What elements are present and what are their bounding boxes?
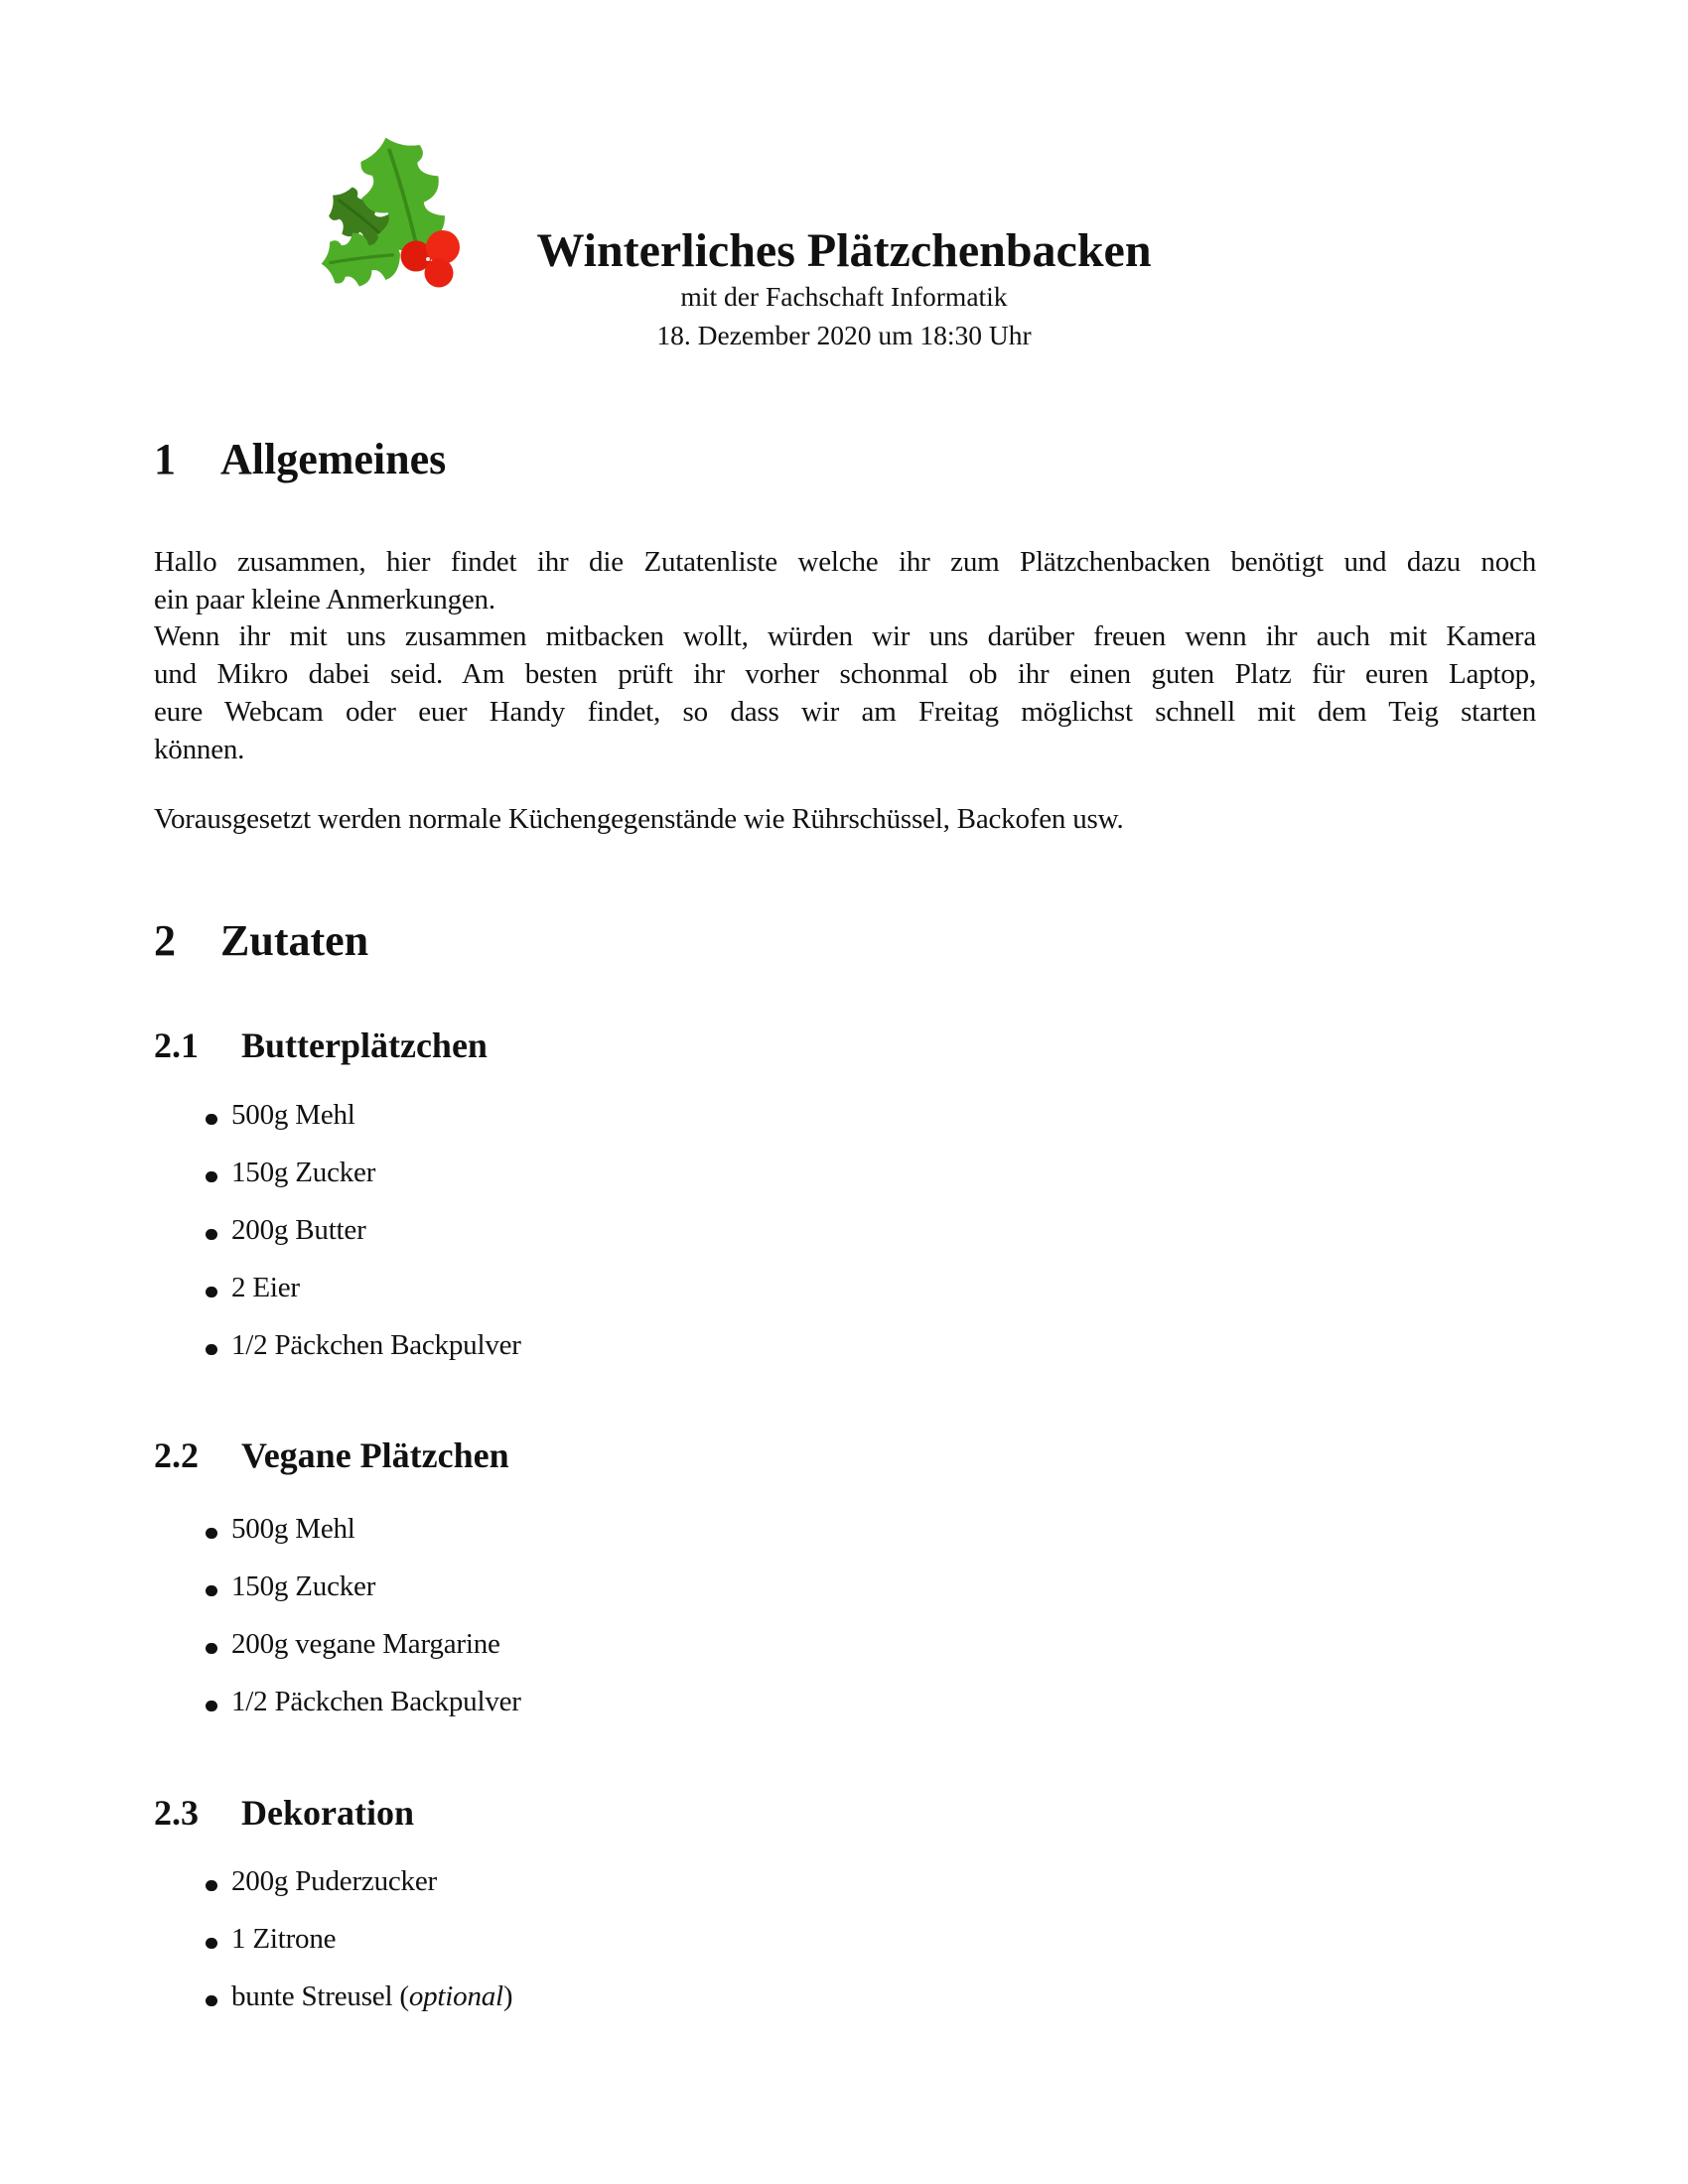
- document-subtitle: mit der Fachschaft Informatik: [680, 281, 1008, 312]
- ingredient-list-vegane-plaetzchen: [154, 1511, 1536, 1741]
- list-item-text: 2 Eier: [231, 1272, 300, 1303]
- bullet-marker: [206, 1880, 217, 1892]
- paragraph-line: Vorausgesetzt werden normale Küchengegenstände wie Rührschüssel, Backofen usw.: [154, 803, 1124, 835]
- paragraph-line: eure Webcam oder euer Handy findet, so dass wir am Freitag möglichst schnell mit dem Teig starten: [154, 695, 1536, 728]
- bullet-marker: [206, 1287, 217, 1298]
- list-item-text: 1 Zitrone: [231, 1923, 337, 1955]
- document-subhead: [0, 277, 1688, 354]
- list-item-text: 500g Mehl: [231, 1099, 355, 1131]
- document-title: Winterliches Plätzchenbacken: [536, 224, 1152, 277]
- bullet-marker: [206, 1643, 217, 1655]
- list-item-text: 150g Zucker: [231, 1570, 376, 1602]
- subsection-title: Vegane Plätzchen: [241, 1435, 509, 1475]
- subsection-title: Dekoration: [241, 1793, 414, 1833]
- list-item: [154, 1569, 1536, 1606]
- list-item: [154, 1979, 1536, 2016]
- list-item-text: bunte Streusel (optional): [231, 1980, 513, 2012]
- document-datetime: 18. Dezember 2020 um 18:30 Uhr: [656, 320, 1032, 350]
- bullet-marker: [206, 1938, 217, 1950]
- list-item: [154, 1327, 1536, 1365]
- list-item-text: 150g Zucker: [231, 1157, 376, 1188]
- optional-emphasis: optional: [408, 1980, 503, 2012]
- paragraph-line: Hallo zusammen, hier findet ihr die Zutatenliste welche ihr zum Plätzchenbacken benötigt und dazu noch: [154, 546, 1536, 578]
- section-heading-zutaten: [154, 916, 369, 965]
- list-item-text: 1/2 Päckchen Backpulver: [231, 1686, 521, 1717]
- bullet-marker: [206, 1995, 217, 2007]
- subsection-number: 2.1: [154, 1025, 199, 1065]
- list-item: [154, 1684, 1536, 1721]
- list-item: [154, 1155, 1536, 1192]
- list-item-text: 500g Mehl: [231, 1513, 355, 1545]
- bullet-marker: [206, 1528, 217, 1540]
- ingredient-list-dekoration: [154, 1863, 1536, 2036]
- list-item: [154, 1863, 1536, 1901]
- list-item: [154, 1921, 1536, 1959]
- list-item: [154, 1097, 1536, 1135]
- paragraph-line: ein paar kleine Anmerkungen.: [154, 583, 495, 615]
- list-item: [154, 1511, 1536, 1549]
- subsection-heading-vegane-plaetzchen: [154, 1437, 509, 1473]
- bullet-marker: [206, 1344, 217, 1356]
- bullet-marker: [206, 1229, 217, 1241]
- paragraph-intro: [154, 544, 1536, 768]
- subsection-heading-dekoration: [154, 1795, 414, 1831]
- bullet-marker: [206, 1585, 217, 1597]
- section-number: 1: [154, 435, 176, 483]
- bullet-marker: [206, 1114, 217, 1126]
- list-item: [154, 1270, 1536, 1307]
- list-item: [154, 1212, 1536, 1250]
- list-item-text: 200g Puderzucker: [231, 1865, 437, 1897]
- section-title: Allgemeines: [220, 435, 447, 483]
- paragraph-line: können.: [154, 733, 245, 765]
- subsection-number: 2.2: [154, 1435, 199, 1475]
- section-title: Zutaten: [220, 916, 369, 965]
- section-heading-allgemeines: [154, 435, 447, 483]
- list-item-text: 200g Butter: [231, 1214, 366, 1246]
- bullet-marker: [206, 1171, 217, 1183]
- list-item: [154, 1626, 1536, 1664]
- section-number: 2: [154, 916, 176, 965]
- subsection-number: 2.3: [154, 1793, 199, 1833]
- paragraph-line: Wenn ihr mit uns zusammen mitbacken wollt, würden wir uns darüber freuen wenn ihr auch mit Kamera: [154, 620, 1536, 653]
- paragraph-requirements: [154, 801, 1536, 839]
- subsection-heading-butterplaetzchen: [154, 1027, 488, 1063]
- subsection-title: Butterplätzchen: [241, 1025, 488, 1065]
- list-item-text: 1/2 Päckchen Backpulver: [231, 1329, 521, 1361]
- ingredient-list-butterplaetzchen: [154, 1097, 1536, 1385]
- list-item-text: 200g vegane Margarine: [231, 1628, 500, 1660]
- bullet-marker: [206, 1701, 217, 1712]
- paragraph-line: und Mikro dabei seid. Am besten prüft ihr vorher schonmal ob ihr einen guten Platz für euren Laptop,: [154, 658, 1536, 691]
